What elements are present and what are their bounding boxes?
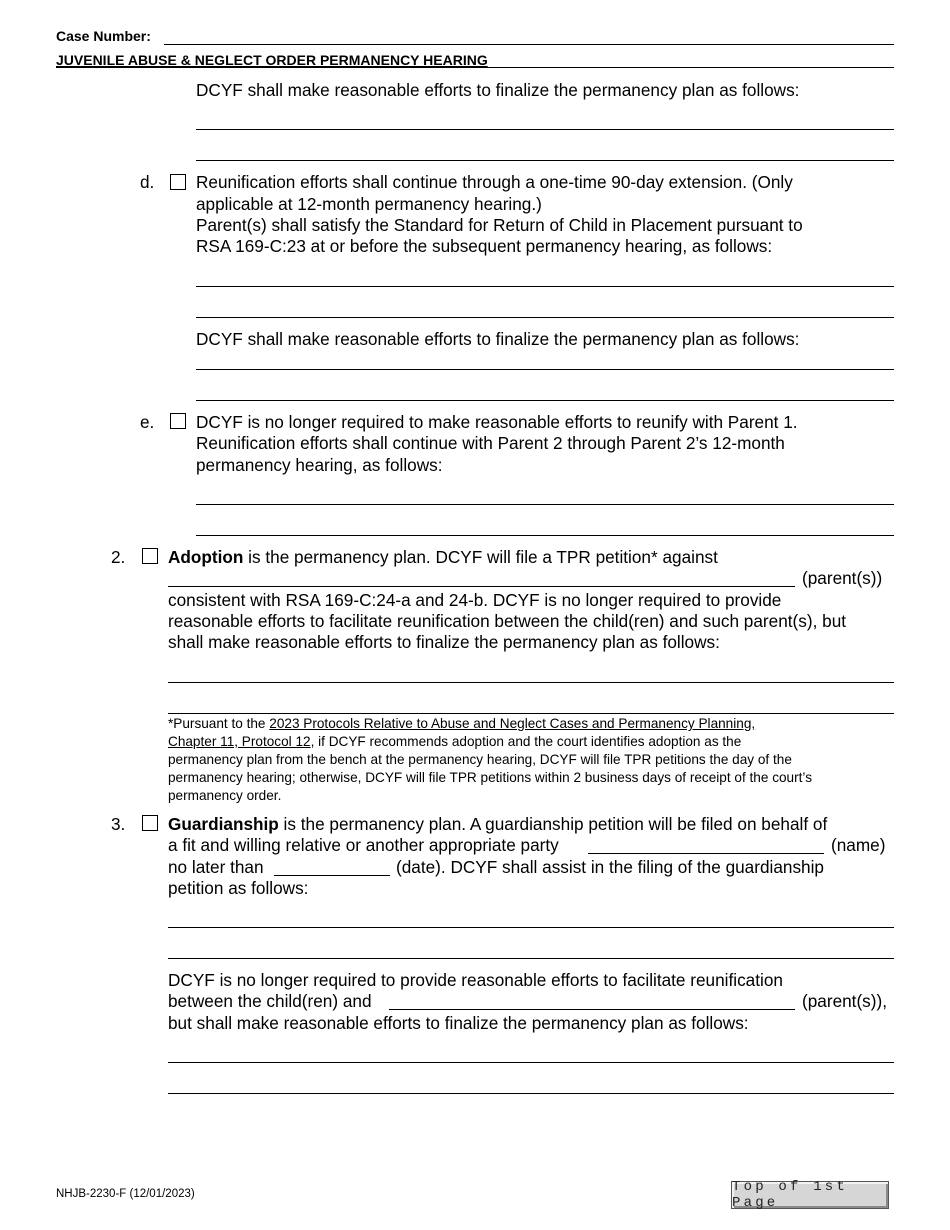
section-2-number: 2. <box>111 547 126 567</box>
section-e-line-2: Reunification efforts shall continue with Parent 2 through Parent 2’s 12-month <box>196 433 785 453</box>
section-e-answer-line-2[interactable] <box>196 535 894 536</box>
protocols-link[interactable]: 2023 Protocols Relative to Abuse and Neglect Cases and Permanency Planning, <box>269 716 756 731</box>
section-d-checkbox[interactable] <box>170 174 186 190</box>
guardianship-para2-line-2-start: between the child(ren) and <box>168 991 372 1011</box>
section-d-answer-line-2[interactable] <box>196 317 894 318</box>
adoption-parents-field[interactable] <box>168 586 795 587</box>
section-d-line-1: Reunification efforts shall continue through a one-time 90-day extension. (Only <box>196 172 793 192</box>
form-id: NHJB-2230-F (12/01/2023) <box>56 1188 195 1200</box>
section-e-answer-line-1[interactable] <box>196 504 894 505</box>
guardianship-heading: Guardianship <box>168 814 279 834</box>
guardianship-para2-line-1: DCYF is no longer required to provide reasonable efforts to facilitate reunification <box>168 970 783 990</box>
section-e-letter: e. <box>140 412 155 432</box>
footnote-prefix: *Pursuant to the <box>168 716 270 731</box>
guardianship-answer-line-2[interactable] <box>168 958 894 959</box>
footnote-line-5: permanency order. <box>168 788 282 803</box>
guardianship-name-field[interactable] <box>588 853 824 854</box>
adoption-checkbox[interactable] <box>142 548 158 564</box>
section-e-line-3: permanency hearing, as follows: <box>196 455 443 475</box>
guardianship-answer-line-1[interactable] <box>168 927 894 928</box>
section-e-line-1: DCYF is no longer required to make reasonable efforts to reunify with Parent 1. <box>196 412 798 432</box>
section-d-line-2: applicable at 12-month permanency hearing.) <box>196 194 542 214</box>
adoption-heading: Adoption <box>168 547 244 567</box>
section-d-letter: d. <box>140 172 155 192</box>
footnote-line-3: permanency plan from the bench at the permanency hearing, DCYF will file TPR petitions the day of the <box>168 752 792 767</box>
section-c-answer-line-1[interactable] <box>196 129 894 130</box>
section-e-checkbox[interactable] <box>170 413 186 429</box>
adoption-line-1 <box>168 547 718 568</box>
section-d-line-4: RSA 169-C:23 at or before the subsequent permanency hearing, as follows: <box>196 236 773 256</box>
guardianship-line-2: a fit and willing relative or another appropriate party <box>168 835 559 855</box>
footnote-line-2 <box>168 733 741 751</box>
protocol-12-link[interactable]: Chapter 11, Protocol 12 <box>168 734 311 749</box>
adoption-answer-line-1[interactable] <box>168 682 894 683</box>
guardianship-line-4: petition as follows: <box>168 878 309 898</box>
section-d-dcyf-text: DCYF shall make reasonable efforts to finalize the permanency plan as follows: <box>196 329 800 349</box>
guardianship-para2-answer-line-1[interactable] <box>168 1062 894 1063</box>
guardianship-parents-field[interactable] <box>389 1009 795 1010</box>
section-d-answer-line-1[interactable] <box>196 286 894 287</box>
section-3-number: 3. <box>111 814 126 834</box>
section-c-dcyf-text: DCYF shall make reasonable efforts to finalize the permanency plan as follows: <box>196 80 800 100</box>
guardianship-line-1-rest: is the permanency plan. A guardianship petition will be filed on behalf of <box>278 814 828 834</box>
section-d-dcyf-line-2[interactable] <box>196 400 894 401</box>
section-c-answer-line-2[interactable] <box>196 160 894 161</box>
guardianship-line-1 <box>168 814 827 835</box>
guardianship-para2-answer-line-2[interactable] <box>168 1093 894 1094</box>
adoption-line-2: consistent with RSA 169-C:24-a and 24-b. DCYF is no longer required to provide <box>168 590 782 610</box>
section-d-line-3: Parent(s) shall satisfy the Standard for Return of Child in Placement pursuant to <box>196 215 803 235</box>
adoption-line-1-rest: is the permanency plan. DCYF will file a TPR petition* against <box>243 547 718 567</box>
adoption-parents-suffix: (parent(s)) <box>802 568 883 588</box>
case-number-label: Case Number: <box>56 28 151 44</box>
top-of-first-page-button[interactable]: Top of 1st Page <box>731 1181 889 1209</box>
form-title: JUVENILE ABUSE & NEGLECT ORDER PERMANENCY HEARING <box>56 52 488 68</box>
guardianship-parents-suffix: (parent(s)), <box>802 991 887 1011</box>
adoption-line-3: reasonable efforts to facilitate reunification between the child(ren) and such parent(s), but <box>168 611 847 631</box>
section-d-dcyf-line-1[interactable] <box>196 369 894 370</box>
adoption-line-4: shall make reasonable efforts to finalize the permanency plan as follows: <box>168 632 720 652</box>
guardianship-date-field[interactable] <box>274 875 390 876</box>
guardianship-checkbox[interactable] <box>142 815 158 831</box>
adoption-answer-line-2[interactable] <box>168 713 894 714</box>
guardianship-line-3-rest: (date). DCYF shall assist in the filing of the guardianship <box>396 857 824 877</box>
footnote-line-1 <box>168 715 755 733</box>
footnote-line-2-rest: , if DCYF recommends adoption and the court identifies adoption as the <box>310 734 742 749</box>
guardianship-para2-line-3: but shall make reasonable efforts to finalize the permanency plan as follows: <box>168 1013 749 1033</box>
guardianship-line-3-start: no later than <box>168 857 264 877</box>
header-divider <box>56 67 894 68</box>
guardianship-name-suffix: (name) <box>831 835 886 855</box>
case-number-field[interactable] <box>164 44 894 45</box>
footnote-line-4: permanency hearing; otherwise, DCYF will file TPR petitions within 2 business days of receipt of the court’s <box>168 770 812 785</box>
